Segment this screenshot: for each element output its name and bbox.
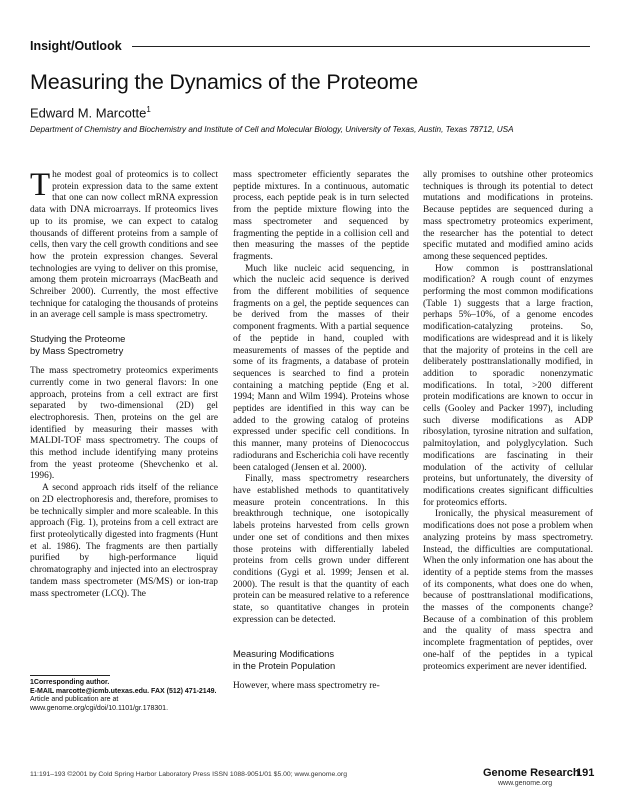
section-label: Insight/Outlook	[30, 39, 122, 53]
subheading-line: in the Protein Population	[233, 660, 336, 672]
page-number: 191	[576, 767, 595, 779]
drop-cap: T	[30, 167, 51, 203]
paragraph-text: he modest goal of proteomics is to collect protein expression data to the same extent that one can now collect mRNA expression data with DNA microarrays. If proteomics lives up to its promise, we can expect to catalog thousands of different proteins from a sample of cells, then vary the cell growth conditions and see how the protein expression changes. Several technologies are vying to deliver on this promise, among them protein microarrays (MacBeath and Schreiber 2000). Currently, the most effective technique for cataloging the thousands of proteins in an average cell sample is mass spectrometry.	[30, 170, 218, 321]
subheading-line: Measuring Modifications	[233, 648, 335, 660]
column-2	[233, 170, 409, 693]
section-rule	[132, 46, 590, 47]
column-1	[30, 167, 218, 600]
footnote-corresponding: 1Corresponding author.	[30, 679, 110, 686]
paragraph: Much like nucleic acid sequencing, in which the nucleic acid sequence is derived from the different mobilities of sequence fragments on a gel, the peptide sequences can be derived from the masses of their component fragments. With a partial sequence of the peptide in hand, coupled with measurements of masses of the peptide and some of its fragments, a database of protein sequences is searched to find a protein containing a matching peptide (Eng et al. 1994; Mann and Wilm 1994). Proteins whose peptides are identified in this way can be added to the growing catalog of proteins expressed under specific cell conditions. In this manner, many proteins of Dienococcus radiodurans and Escherichia coli have recently been cataloged (Jensen et al. 2000).	[233, 263, 409, 473]
paragraph: Ironically, the physical measurement of modifications does not pose a problem when analyzing proteins by mass spectrometry. Instead, the difficulties are computational. When the only information one has about the identity of a peptide stems from the masses of its components, what does one do when, because of posttranslational modifications, the masses of the components change? Because of a combination of this problem and the quality of mass spectra and incomplete fragmentation of peptides, over one-half of the peptides in a typical proteomics experiment are never identified.	[423, 509, 593, 672]
author-text: Edward M. Marcotte	[30, 105, 147, 121]
footer-citation: 11:191–193 ©2001 by Cold Spring Harbor Laboratory Press ISSN 1088-9051/01 $5.00; www.genome.org	[30, 771, 347, 778]
subheading	[30, 333, 218, 357]
paragraph: The mass spectrometry proteomics experiments currently come in two general flavors: In one approach, proteins from a cell extract are first separated by two-dimensional (2D) gel electrophoresis. Then, proteins on the gel are identified by measuring their masses with MALDI-TOF mass spectrometry. The coups of this method include identifying many proteins from the yeast proteome (Shevchenko et al. 1996).	[30, 366, 218, 482]
paragraph: ally promises to outshine other proteomics techniques is through its potential to detect mutations and modifications in proteins. Because peptides are sequenced during a mass spectrometry proteomics experiment, the researcher has the potential to detect specific mutated and modified amino acids among these sequenced peptides.	[423, 170, 593, 262]
footnote-doi: Article and publication are at www.genome.org/cgi/doi/10.1101/gr.178301.	[30, 696, 169, 712]
paragraph: Finally, mass spectrometry researchers have established methods to quantitatively measure protein concentrations. In this breakthrough technique, one isotopically labels proteins harvested from cells grown under one set of conditions and then mixes those proteins with differentially labeled proteins from cells grown under different conditions (Gygi et al. 1999; Jensen et al. 2000). The result is that the quantity of each protein can be measured relative to a reference state, so quantitative changes in protein expression can be detected.	[233, 474, 409, 625]
journal-name: Genome Research	[483, 767, 580, 779]
affiliation: Department of Chemistry and Biochemistry and Institute of Cell and Molecular Biology, University of Texas, Austin, Texas 78712, USA	[30, 125, 514, 134]
subheading-line: Studying the Proteome	[30, 333, 126, 345]
subheading	[233, 648, 409, 672]
footnote-rule	[30, 675, 110, 676]
footnote	[30, 679, 220, 713]
article-title: Measuring the Dynamics of the Proteome	[30, 70, 418, 94]
paragraph	[30, 167, 218, 322]
paragraph: mass spectrometer efficiently separates the peptide mixtures. In a continuous, automatic process, each peptide peak is in turn selected from the peptide mixture flowing into the mass spectrometer and sequenced by fragmenting the peptide in a collision cell and then measuring the masses of the peptide fragments.	[233, 170, 409, 262]
author-name	[30, 105, 151, 120]
journal-website: www.genome.org	[498, 780, 553, 787]
paragraph: However, where mass spectrometry re-	[233, 681, 380, 692]
subheading-line: by Mass Spectrometry	[30, 345, 124, 357]
paragraph: How common is posttranslational modification? A rough count of enzymes performing the most common modifications (Table 1) suggests that a large fraction, perhaps 5%–10%, of a genome encodes modification-catalyzing proteins. So, modifications are widespread and it is likely that the majority of proteins in the cell are deliberately posttranslationally modified, in addition to sporadic nonenzymatic modifications. In total, >200 different protein modifications are known to occur in cells (Gooley and Packer 1997), including such diverse modifications as ADP ribosylation, tyrosine nitration and sulfation, palmitoylation, and polyglycylation. Such modifications are fascinating in their modulation of the activity of cellular proteins, but unfortunately, the diversity of modifications creates significant difficulties for proteomics efforts.	[423, 263, 593, 508]
column-3	[423, 170, 593, 673]
footnote-email: E-MAIL marcotte@icmb.utexas.edu. FAX (512) 471-2149.	[30, 687, 217, 695]
paragraph: A second approach rids itself of the reliance on 2D electrophoresis and, therefore, promises to be technically simpler and more scaleable. In this approach (Fig. 1), proteins from a cell extract are first proteolytically digested into fragments (Hunt et al. 1986). The fragments are then partially purified by high-performance liquid chromatography and injected into an electrospray tandem mass spectrometer (MS/MS) or ion-trap mass spectrometer (LCQ). The	[30, 483, 218, 599]
author-superscript: 1	[146, 105, 151, 114]
